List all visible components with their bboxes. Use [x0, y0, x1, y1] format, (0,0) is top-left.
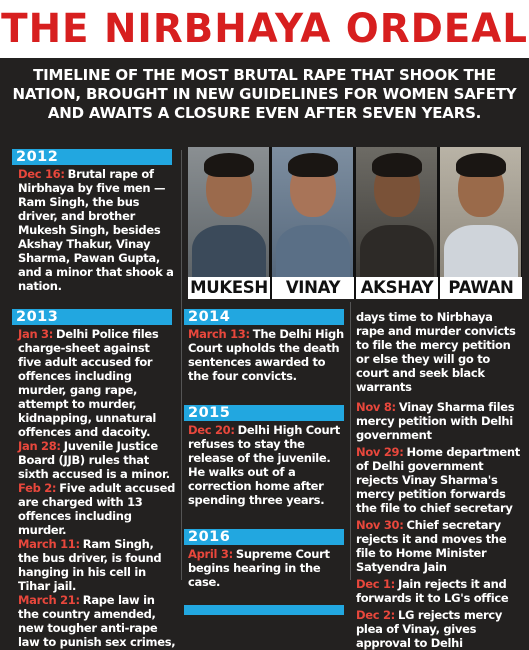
year-bar-2015: 2015: [184, 405, 344, 421]
column-2012-2013: [12, 149, 176, 649]
timeline-entry: [18, 439, 176, 481]
year-bar-2014: 2014: [184, 309, 344, 325]
year-2013-entries: [12, 325, 176, 649]
year-2015-entries: [184, 421, 346, 507]
entry-date: March 11:: [18, 537, 80, 551]
subtitle: TIMELINE OF THE MOST BRUTAL RAPE THAT SHOOK THE NATION, BROUGHT IN NEW GUIDELINES FOR WOMEN SAFETY AND AWAITS A CLOSURE EVEN AFTER SEVEN YEARS.: [12, 66, 517, 122]
timeline-entry: [188, 423, 346, 507]
entry-text: LG rejects mercy plea of Vinay, gives approval to Delhi: [356, 608, 503, 650]
entry-date: March 13:: [188, 327, 250, 341]
entry-date: Dec 20:: [188, 423, 235, 437]
photo-pawan: [440, 147, 521, 277]
entry-date: Jan 3:: [18, 327, 54, 341]
convicts-name-strip: [188, 277, 522, 299]
timeline-entry: [356, 445, 522, 515]
entry-text: Five adult accused are charged with 13 offences including murder.: [18, 481, 176, 537]
timeline-entry: [188, 327, 346, 383]
photo-mukesh: [188, 147, 269, 277]
timeline-entry: [356, 608, 522, 650]
name-label: MUKESH: [188, 277, 272, 299]
entry-text: Supreme Court begins hearing in the case.: [188, 547, 330, 589]
name-label: AKSHAY: [356, 277, 440, 299]
column-divider: [181, 150, 182, 580]
entry-text: days time to Nirbhaya rape and murder convicts to file the mercy petition or else they will go to court and seek black warrants: [356, 310, 516, 394]
name-label: PAWAN: [448, 278, 514, 297]
entry-text: Jain rejects it and forwards it to LG's office: [356, 577, 509, 605]
entry-date: Nov 30:: [356, 518, 404, 532]
entry-text: Rape law in the country amended, new tougher anti-rape law to punish sex crimes,: [18, 593, 176, 649]
timeline-entry: [188, 547, 346, 589]
year-2014-entries: [184, 325, 346, 383]
entry-date: Nov 8:: [356, 400, 396, 414]
entry-date: Feb 2:: [18, 481, 57, 495]
timeline-entry: [356, 310, 522, 394]
photo-vinay: [272, 147, 353, 277]
timeline-entry: [18, 537, 176, 593]
entry-text: Delhi Police files charge-sheet against five adult accused for offences including murder, gang rape, attempt to murder, kidnapping, unnatural offences and dacoity.: [18, 327, 159, 439]
entry-date: Nov 29:: [356, 445, 404, 459]
entry-text: Juvenile Justice Board (JJB) rules that sixth accused is a minor.: [18, 439, 170, 481]
timeline-entry: [18, 327, 176, 439]
entry-text: Delhi High Court refuses to stay the release of the juvenile. He walks out of a correction home after spending three years.: [188, 423, 340, 507]
name-label: VINAY: [272, 277, 356, 299]
entry-text: Home department of Delhi government rejects Vinay Sharma's mercy petition forwards the file to chief secretary: [356, 445, 521, 515]
entry-text: Ram Singh, the bus driver, is found hanging in his cell in Tihar jail.: [18, 537, 162, 593]
entry-date: March 21:: [18, 593, 80, 607]
timeline-entry: [356, 577, 522, 605]
timeline-entry: [18, 593, 176, 649]
timeline-entry: [18, 481, 176, 537]
timeline-entry: [356, 400, 522, 442]
column-2014-2016: [184, 309, 346, 615]
entry-date: Dec 16:: [18, 167, 65, 181]
entry-date: Dec 1:: [356, 577, 395, 591]
year-bar-2016: 2016: [184, 529, 344, 545]
column-2019: [356, 310, 522, 650]
page-title: THE NIRBHAYA ORDEAL: [1, 6, 528, 52]
year-2012-entries: [12, 165, 176, 293]
entry-date: April 3:: [188, 547, 233, 561]
convicts-photo-strip: [188, 147, 522, 299]
year-bar-2012: 2012: [12, 149, 172, 165]
title-banner: [0, 0, 529, 58]
timeline-entry: [18, 167, 176, 293]
entry-text: Vinay Sharma files mercy petition with Delhi government: [356, 400, 515, 442]
entry-text: Chief secretary rejects it and moves the file to Home Minister Satyendra Jain: [356, 518, 507, 574]
entry-date: Jan 28:: [18, 439, 61, 453]
year-bar-2013: 2013: [12, 309, 172, 325]
entry-text: Brutal rape of Nirbhaya by five men — Ram Singh, the bus driver, and brother Mukesh Singh, besides Akshay Thakur, Vinay Sharma, Pawan Gupta, and a minor that shook a nation.: [18, 167, 174, 293]
year-2016-entries: [184, 545, 346, 589]
photo-akshay: [356, 147, 437, 277]
entry-date: Dec 2:: [356, 608, 395, 622]
column-divider: [350, 302, 351, 580]
year-bar-next: [184, 605, 344, 615]
timeline-entry: [356, 518, 522, 574]
entry-text: The Delhi High Court upholds the death sentences awarded to the four convicts.: [188, 327, 344, 383]
